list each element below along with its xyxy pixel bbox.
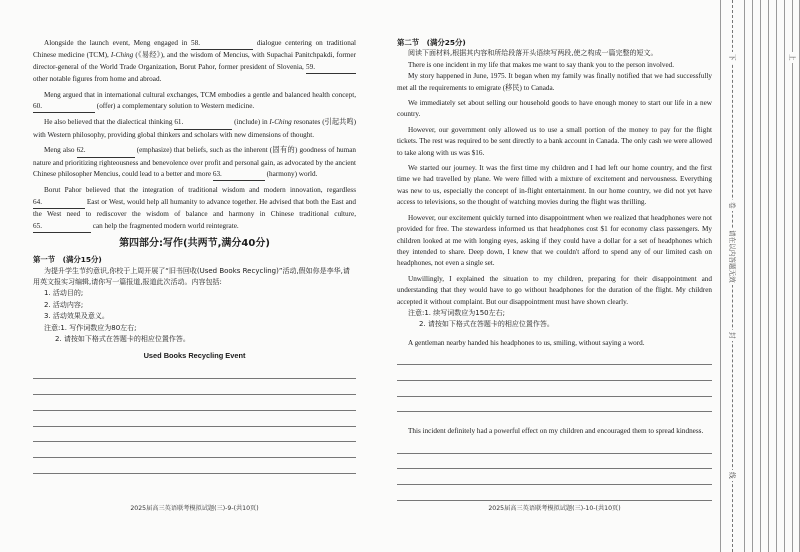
content-item-2: 2. 活动内容;	[44, 300, 84, 309]
writing-line	[397, 438, 712, 454]
writing-line	[397, 381, 712, 397]
writing-line	[397, 454, 712, 470]
strip-mark-feng: 封	[728, 332, 736, 339]
book-title-iching: I-Ching	[110, 51, 134, 60]
writing-line	[397, 469, 712, 485]
content-item-3: 3. 活动效果及意义。	[44, 312, 109, 321]
right-column	[397, 0, 712, 501]
blank-number: 60.	[33, 102, 42, 111]
paragraph-dialectical	[33, 117, 356, 141]
blank-60[interactable]	[33, 101, 95, 113]
blank-58[interactable]	[191, 38, 253, 50]
left-column	[33, 0, 356, 474]
section1-instructions: 为提升学生节约意识,你校于上周开展了“旧书回收(Used Books Recycling)”活动,假如你是李华,请用英文报实习编辑,请你写一篇报道,报道此次活动。内容包括:	[33, 266, 350, 286]
text-run: Meng also	[44, 146, 75, 155]
strip-line	[776, 0, 777, 552]
blank-62[interactable]	[77, 145, 135, 157]
text-run: Borut Pahor believed that the integration of traditional wisdom and modern innovation, regardless	[44, 186, 356, 195]
writing-line	[33, 427, 356, 443]
strip-notice: 请在以内答题无效	[728, 230, 736, 283]
section1-title: 第一节 (满分15分)	[33, 255, 102, 265]
text-run: resonates (引起共鸣) with Western philosophy, providing global thinkers and scholars with new dimensions of thought.	[33, 118, 357, 139]
page-footer-10: 2025届高三英语联考模拟试题(三)-10-(共10页)	[488, 505, 621, 512]
strip-line	[792, 0, 793, 552]
blank-65[interactable]	[33, 221, 91, 233]
continuation-prompt-2	[397, 426, 712, 437]
strip-line	[744, 0, 745, 552]
paragraph-borut-pahor	[33, 185, 356, 233]
blank-number: 62.	[76, 146, 86, 155]
binding-strip	[718, 0, 800, 552]
text-run: dialogue centering on traditional Chinese medicine (TCM),	[33, 39, 357, 60]
blank-number: 61.	[174, 118, 184, 127]
text-run: (harmony) world.	[266, 170, 318, 179]
story-paragraph: However, our government only allowed us to use a small portion of the money to pay for the flight tickets. The rest was required to be sent directly to a bank account in Canada. The only cash we were allowed to take along with us was $16.	[397, 125, 712, 157]
text-run: (offer) a complementary solution to Western medicine.	[96, 102, 255, 111]
part4-title: 第四部分:写作(共两节,满分40分)	[119, 238, 270, 250]
paragraph-launch-event	[33, 38, 356, 86]
strip-mark-xian: 线	[728, 472, 736, 479]
text-run: East or West, would help all humanity to advance together. He advised that both the East and the West need to rediscover the wisdom of balance and harmony in Chinese traditional culture,	[33, 197, 357, 219]
text-run: (include) in	[234, 118, 270, 127]
paragraph-tcm	[33, 90, 356, 114]
page-footer-9: 2025届高三英语联考模拟试题(三)-9-(共10页)	[130, 505, 259, 512]
writing-line	[33, 379, 356, 395]
text-run: can help the fragmented modern world reintegrate.	[92, 221, 239, 230]
writing-area-2[interactable]	[397, 438, 712, 501]
text-run: (emphasize) that beliefs, such as the inherent (固有的) goodness of human nature and prioritizing righteousness and benevolence over profit and personal gain, as advocated by the ancient Chinese philosopher Mencius, could lead to a better and more	[33, 146, 357, 179]
word-count-note: 注意:1. 写作词数应为80左右;	[44, 323, 137, 332]
writing-line	[397, 485, 712, 501]
blank-59[interactable]	[306, 62, 356, 74]
blank-64[interactable]	[33, 197, 85, 209]
writing-line	[33, 395, 356, 411]
blank-number: 63.	[212, 170, 222, 179]
blank-number: 65.	[33, 221, 42, 230]
writing-area[interactable]	[33, 363, 356, 474]
text-run: other notable figures from home and abroad.	[33, 75, 162, 84]
answer-format-note: 2. 请按如下格式在答题卡的相应位置作答。	[55, 334, 190, 343]
story-paragraph: We immediately set about selling our household goods to have enough money to start our life in a new country.	[397, 99, 712, 119]
blank-number: 59.	[306, 62, 315, 71]
story-paragraph: We started our journey. It was the first time my children and I had left our home country, and the first time we had travelled by plane. We were filled with a mixture of excitement and nervousness. Everything was new to us, especially the concept of in-flight entertainment. In our home country, we did not yet have access to televisions, so the thought of watching movies during the flight was thrilling.	[397, 164, 712, 207]
strip-line	[760, 0, 761, 552]
text-run: (《易经》), and the wisdom of Mencius, with Supachai Panitchpakdi, former director-general of the World Trade Organization, Borut Pahor, former president of Slovenia,	[33, 51, 356, 71]
blank-number: 58.	[191, 39, 200, 47]
text-run: Meng argued that in international cultural exchanges, TCM embodies a gentle and balanced health concept,	[44, 90, 356, 99]
strip-mark-top: 上	[788, 54, 796, 61]
writing-line	[397, 365, 712, 381]
prompt-text: A gentleman nearby handed his headphones to us, smiling, without saying a word.	[408, 338, 645, 347]
strip-line	[720, 0, 721, 552]
blank-63[interactable]	[213, 169, 265, 181]
strip-mark-bottom: 下	[728, 54, 736, 61]
writing-line	[33, 363, 356, 379]
answer-format-note: 2. 请按如下格式在答题卡的相应位置作答。	[419, 320, 554, 329]
writing-line	[33, 458, 356, 474]
strip-line	[784, 0, 785, 552]
strip-line	[752, 0, 753, 552]
story-paragraph: Unwillingly, I explained the situation to my children, preparing for their disappointment and understanding that they would have to go without headphones for the duration of the flight. My children accepted it without complaint. But our disappointment must have shown clearly.	[397, 274, 712, 306]
text-run: He also believed that the dialectical thinking	[44, 118, 173, 127]
prompt-text: This incident definitely had a powerful effect on my children and encouraged them to spread kindness.	[408, 427, 704, 436]
paragraph-mencius	[33, 145, 356, 181]
writing-area-1[interactable]	[397, 349, 712, 412]
content-item-1: 1. 活动目的;	[44, 289, 84, 298]
essay-title: Used Books Recycling Event	[143, 351, 246, 361]
writing-line	[33, 442, 356, 458]
story-paragraph: However, our excitement quickly turned into disappointment when we realized that headphones were not provided for free. The stewardess informed us that headphones cost $1 for economy class passengers. My children looked at me with longing eyes, asking if they could have a dollar for a set of headphones which they intended to share. Deep down, I knew that we couldn't afford to spend any of our limited cash on headphones, not even a single set.	[397, 213, 712, 268]
writing-line	[397, 397, 712, 413]
section2-instructions: 阅读下面材料,根据其内容和所给段落开头语续写两段,使之构成一篇完整的短文。	[408, 49, 658, 58]
strip-line	[768, 0, 769, 552]
continuation-prompt-1	[397, 338, 712, 349]
text-run: Alongside the launch event, Meng engaged in	[44, 39, 188, 47]
book-title-iching: I-Ching	[269, 118, 292, 127]
strip-mark-juan: 卷	[728, 202, 736, 209]
blank-number: 64.	[33, 197, 42, 206]
writing-line	[397, 349, 712, 365]
story-paragraph: My story happened in June, 1975. It began when my family was finally notified that we had successfully met all the requirements to emigrate (移民) to Canada.	[397, 72, 712, 92]
word-count-note: 注意:1. 续写词数应为150左右;	[408, 308, 505, 317]
writing-line	[33, 411, 356, 427]
section2-title: 第二节 (满分25分)	[397, 38, 466, 47]
story-paragraph: There is one incident in my life that makes me want to say thank you to the person involved.	[408, 60, 675, 69]
blank-61[interactable]	[174, 117, 232, 129]
